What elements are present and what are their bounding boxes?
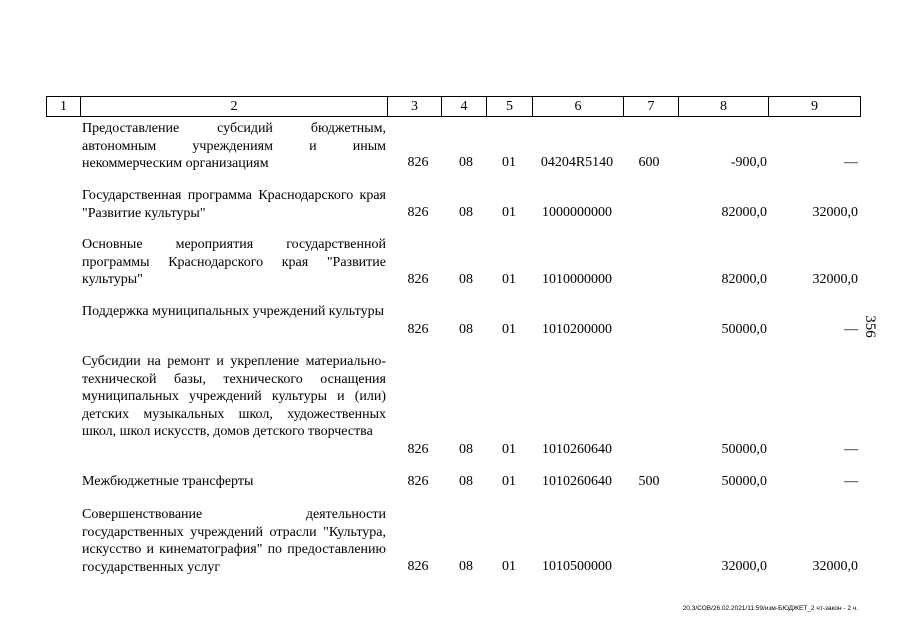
cell-col5: 01 <box>502 205 516 220</box>
page-number: 356 <box>861 315 878 338</box>
cell-col6: 1010500000 <box>542 559 612 574</box>
cell-col3: 826 <box>407 322 429 337</box>
cell-col6: 1010260640 <box>542 442 612 457</box>
header-col-5: 5 <box>506 99 513 114</box>
cell-col3: 826 <box>407 442 429 457</box>
cell-col7: 500 <box>638 474 660 489</box>
cell-col8: 50000,0 <box>721 474 767 489</box>
cell-col4: 08 <box>459 272 473 287</box>
header-col-2: 2 <box>230 99 238 114</box>
cell-col6: 1000000000 <box>542 205 612 220</box>
cell-col9: — <box>844 322 858 337</box>
row-description: Основные мероприятия государственной программы Краснодарского края "Развитие культуры" <box>82 237 386 287</box>
cell-col8: -900,0 <box>730 155 767 170</box>
cell-col5: 01 <box>502 442 516 457</box>
table-header <box>46 96 861 117</box>
cell-col3: 826 <box>407 474 429 489</box>
cell-col5: 01 <box>502 559 516 574</box>
row-description: Предоставление субсидий бюджетным, автономным учреждениям и иным некоммерческим организациям <box>82 121 386 171</box>
row-description: Межбюджетные трансферты <box>82 474 254 489</box>
cell-col3: 826 <box>407 272 429 287</box>
cell-col6: 1010200000 <box>542 322 612 337</box>
cell-col7: 600 <box>638 155 660 170</box>
header-col-1: 1 <box>60 99 67 114</box>
header-col-7: 7 <box>647 99 655 114</box>
cell-col4: 08 <box>459 442 473 457</box>
header-col-4: 4 <box>460 99 468 114</box>
document-footer: 20.3/СОВ/26.02.2021/11:59/изм-БЮДЖЕТ_2 чт-закон - 2 ч. <box>682 605 858 612</box>
cell-col8: 32000,0 <box>721 559 767 574</box>
cell-col5: 01 <box>502 474 516 489</box>
cell-col4: 08 <box>459 155 473 170</box>
cell-col8: 82000,0 <box>721 205 767 220</box>
cell-col3: 826 <box>407 559 429 574</box>
cell-col4: 08 <box>459 205 473 220</box>
cell-col9: 32000,0 <box>812 559 858 574</box>
cell-col6: 1010000000 <box>542 272 612 287</box>
cell-col9: 32000,0 <box>812 205 858 220</box>
row-description: Субсидии на ремонт и укрепление материально-технической базы, технического оснащения муниципальных учреждений культуры и (или) детских музыкальных школ, художественных школ, школ искусств, домов детского творчества <box>82 354 386 439</box>
cell-col5: 01 <box>502 322 516 337</box>
cell-col4: 08 <box>459 559 473 574</box>
header-col-6: 6 <box>574 99 582 114</box>
cell-col8: 50000,0 <box>721 322 767 337</box>
cell-col4: 08 <box>459 474 473 489</box>
row-description: Государственная программа Краснодарского края "Развитие культуры" <box>82 188 386 221</box>
cell-col9: — <box>844 442 858 457</box>
cell-col9: — <box>844 474 858 489</box>
cell-col8: 82000,0 <box>721 272 767 287</box>
cell-col8: 50000,0 <box>721 442 767 457</box>
cell-col9: — <box>844 155 858 170</box>
cell-col4: 08 <box>459 322 473 337</box>
header-col-8: 8 <box>720 99 727 114</box>
cell-col6: 04204R5140 <box>540 155 614 170</box>
cell-col9: 32000,0 <box>812 272 858 287</box>
header-col-9: 9 <box>811 99 818 114</box>
row-description: Поддержка муниципальных учреждений культуры <box>82 304 384 319</box>
cell-col5: 01 <box>502 272 516 287</box>
cell-col3: 826 <box>407 155 429 170</box>
cell-col5: 01 <box>502 155 516 170</box>
cell-col3: 826 <box>407 205 429 220</box>
row-description: Совершенствование деятельности государственных учреждений отрасли "Культура, искусство и кинематография" по предоставлению государственных услуг <box>82 507 386 575</box>
cell-col6: 1010260640 <box>542 474 612 489</box>
header-col-3: 3 <box>411 99 418 114</box>
